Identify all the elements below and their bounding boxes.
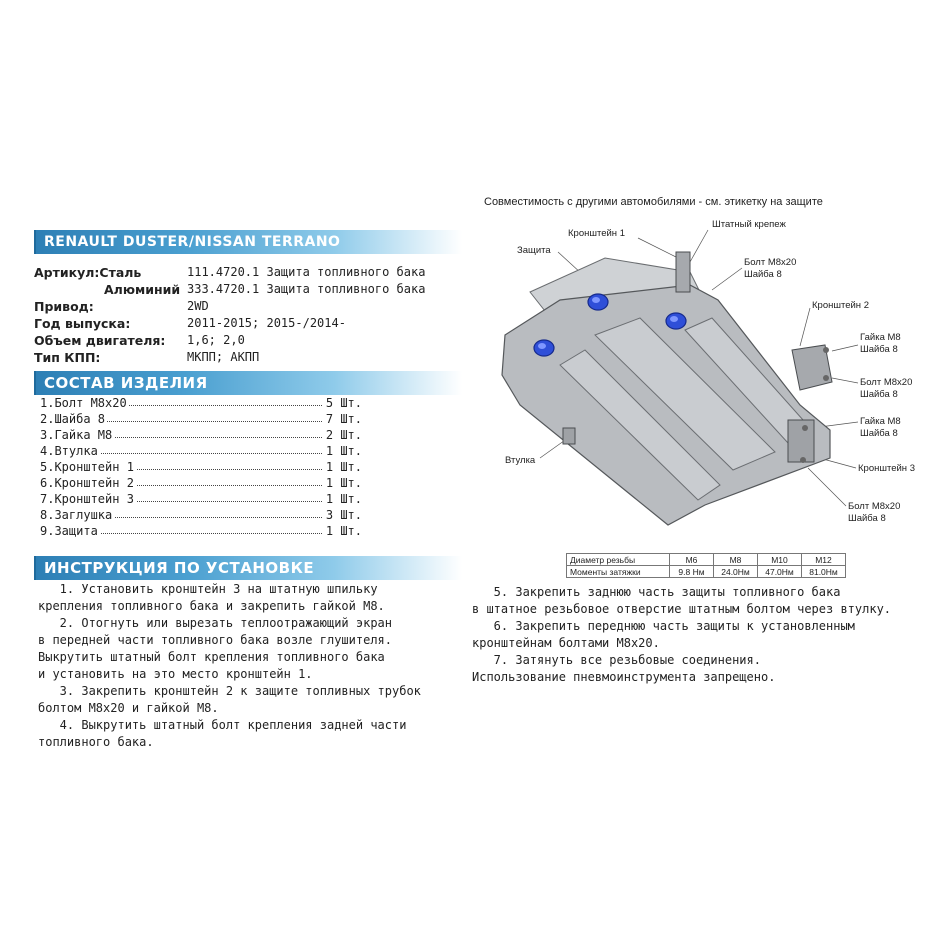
spec-row bbox=[34, 265, 454, 282]
table-cell: М8 bbox=[714, 554, 758, 566]
list-item bbox=[40, 396, 362, 412]
table-cell: 24.0Нм bbox=[714, 566, 758, 578]
instruction-line: 3. Закрепить кронштейн 2 к защите топливных трубок bbox=[38, 684, 421, 698]
part-qty: 1 Шт. bbox=[322, 476, 362, 490]
part-name: 6.Кронштейн 2 bbox=[40, 476, 134, 490]
spec-value: 333.4720.1 Защита топливного бака bbox=[187, 282, 426, 296]
table-cell: М10 bbox=[758, 554, 802, 566]
label-guard: Защита bbox=[517, 245, 551, 256]
spec-label: Привод: bbox=[34, 299, 94, 314]
label-bracket-2: Кронштейн 2 bbox=[812, 300, 869, 311]
instruction-line: 2. Отогнуть или вырезать теплоотражающий экран bbox=[38, 616, 393, 630]
part-qty: 1 Шт. bbox=[322, 460, 362, 474]
bolt-head bbox=[800, 457, 806, 463]
label-nut: Гайка М8 bbox=[860, 332, 901, 343]
parts-banner bbox=[34, 371, 462, 395]
fuel-tank-guard-diagram bbox=[480, 215, 920, 545]
table-cell: 9.8 Нм bbox=[670, 566, 714, 578]
instruction-line: в штатное резьбовое отверстие штатным болтом через втулку. bbox=[472, 602, 892, 616]
part-name: 5.Кронштейн 1 bbox=[40, 460, 134, 474]
bushing bbox=[563, 428, 575, 444]
list-item bbox=[40, 444, 362, 460]
plug-icon bbox=[666, 313, 686, 329]
part-name: 2.Шайба 8 bbox=[40, 412, 106, 426]
list-item bbox=[40, 524, 362, 540]
instruction-line: 6. Закрепить переднюю часть защиты к установленным bbox=[472, 619, 855, 633]
label-bracket-3: Кронштейн 3 bbox=[858, 463, 915, 474]
list-item bbox=[40, 412, 362, 428]
table-row bbox=[567, 566, 846, 578]
part-qty: 1 Шт. bbox=[322, 492, 362, 506]
label-washer: Шайба 8 bbox=[848, 513, 886, 524]
list-item bbox=[40, 476, 362, 492]
label-washer: Шайба 8 bbox=[744, 269, 782, 280]
label-washer: Шайба 8 bbox=[860, 344, 898, 355]
instruction-line: Выкрутить штатный болт крепления топливного бака bbox=[38, 650, 385, 664]
spec-label: Объем двигателя: bbox=[34, 333, 166, 348]
label-bracket-1: Кронштейн 1 bbox=[568, 228, 625, 239]
compatibility-note: Совместимость с другими автомобилями - см. этикетку на защите bbox=[484, 196, 823, 208]
label-bushing: Втулка bbox=[505, 455, 536, 466]
instruction-line: 4. Выкрутить штатный болт крепления задней части bbox=[38, 718, 407, 732]
torque-table bbox=[566, 553, 846, 578]
list-item bbox=[40, 492, 362, 508]
spec-value: 2011-2015; 2015-/2014- bbox=[187, 316, 346, 330]
instruction-line: Использование пневмоинструмента запрещено. bbox=[472, 670, 776, 684]
label-washer: Шайба 8 bbox=[860, 428, 898, 439]
list-item bbox=[40, 428, 362, 444]
bracket-1 bbox=[676, 252, 690, 292]
part-qty: 7 Шт. bbox=[322, 412, 362, 426]
part-qty: 1 Шт. bbox=[322, 524, 362, 538]
part-name: 9.Защита bbox=[40, 524, 98, 538]
instruction-line: и установить на это место кронштейн 1. bbox=[38, 667, 313, 681]
list-item bbox=[40, 508, 362, 524]
part-qty: 5 Шт. bbox=[322, 396, 362, 410]
parts-title: СОСТАВ ИЗДЕЛИЯ bbox=[44, 374, 208, 392]
instruction-line: 7. Затянуть все резьбовые соединения. bbox=[472, 653, 761, 667]
table-cell: 81.0Нм bbox=[802, 566, 846, 578]
table-cell: 47.0Нм bbox=[758, 566, 802, 578]
part-name: 7.Кронштейн 3 bbox=[40, 492, 134, 506]
part-name: 3.Гайка М8 bbox=[40, 428, 113, 442]
spec-label: Алюминий bbox=[104, 282, 181, 297]
table-header-cell: Моменты затяжки bbox=[567, 566, 670, 578]
part-name: 8.Заглушка bbox=[40, 508, 113, 522]
spec-row bbox=[34, 299, 454, 316]
part-qty: 2 Шт. bbox=[322, 428, 362, 442]
part-qty: 3 Шт. bbox=[322, 508, 362, 522]
part-name: 4.Втулка bbox=[40, 444, 98, 458]
label-washer: Шайба 8 bbox=[860, 389, 898, 400]
spec-value: 1,6; 2,0 bbox=[187, 333, 245, 347]
spec-row bbox=[34, 333, 454, 350]
spec-label: Артикул:Сталь bbox=[34, 265, 142, 280]
label-bolt: Болт М8х20 bbox=[848, 501, 901, 512]
product-title: RENAULT DUSTER/NISSAN TERRANO bbox=[44, 234, 341, 250]
table-cell: М12 bbox=[802, 554, 846, 566]
spec-value: 111.4720.1 Защита топливного бака bbox=[187, 265, 426, 279]
bolt-head bbox=[823, 347, 829, 353]
instruction-line: в передней части топливного бака возле глушителя. bbox=[38, 633, 393, 647]
spec-row bbox=[34, 282, 454, 299]
spec-label: Год выпуска: bbox=[34, 316, 131, 331]
part-name: 1.Болт М8х20 bbox=[40, 396, 127, 410]
instruction-line: болтом М8х20 и гайкой М8. bbox=[38, 701, 219, 715]
bolt-head bbox=[802, 425, 808, 431]
table-cell: М6 bbox=[670, 554, 714, 566]
part-qty: 1 Шт. bbox=[322, 444, 362, 458]
spec-value: 2WD bbox=[187, 299, 209, 313]
instruction-line: 1. Установить кронштейн 3 на штатную шпильку bbox=[38, 582, 378, 596]
spec-row bbox=[34, 316, 454, 333]
bracket-3 bbox=[788, 420, 814, 462]
spec-row bbox=[34, 350, 454, 367]
instructions-banner bbox=[34, 556, 462, 580]
label-std-fastener: Штатный крепеж bbox=[712, 219, 786, 230]
instruction-line: топливного бака. bbox=[38, 735, 154, 749]
label-nut: Гайка М8 bbox=[860, 416, 901, 427]
instructions-title: ИНСТРУКЦИЯ ПО УСТАНОВКЕ bbox=[44, 559, 315, 577]
spec-value: МКПП; АКПП bbox=[187, 350, 260, 364]
bolt-head bbox=[823, 375, 829, 381]
table-row bbox=[567, 554, 846, 566]
plug-icon bbox=[588, 294, 608, 310]
label-bolt: Болт М8х20 bbox=[744, 257, 797, 268]
instruction-line: крепления топливного бака и закрепить гайкой М8. bbox=[38, 599, 385, 613]
label-bolt: Болт М8х20 bbox=[860, 377, 913, 388]
instruction-line: 5. Закрепить заднюю часть защиты топливного бака bbox=[472, 585, 841, 599]
product-title-banner bbox=[34, 230, 462, 254]
spec-label: Тип КПП: bbox=[34, 350, 101, 365]
list-item bbox=[40, 460, 362, 476]
plug-icon bbox=[534, 340, 554, 356]
table-header-cell: Диаметр резьбы bbox=[567, 554, 670, 566]
instruction-line: кронштейнам болтами М8х20. bbox=[472, 636, 660, 650]
